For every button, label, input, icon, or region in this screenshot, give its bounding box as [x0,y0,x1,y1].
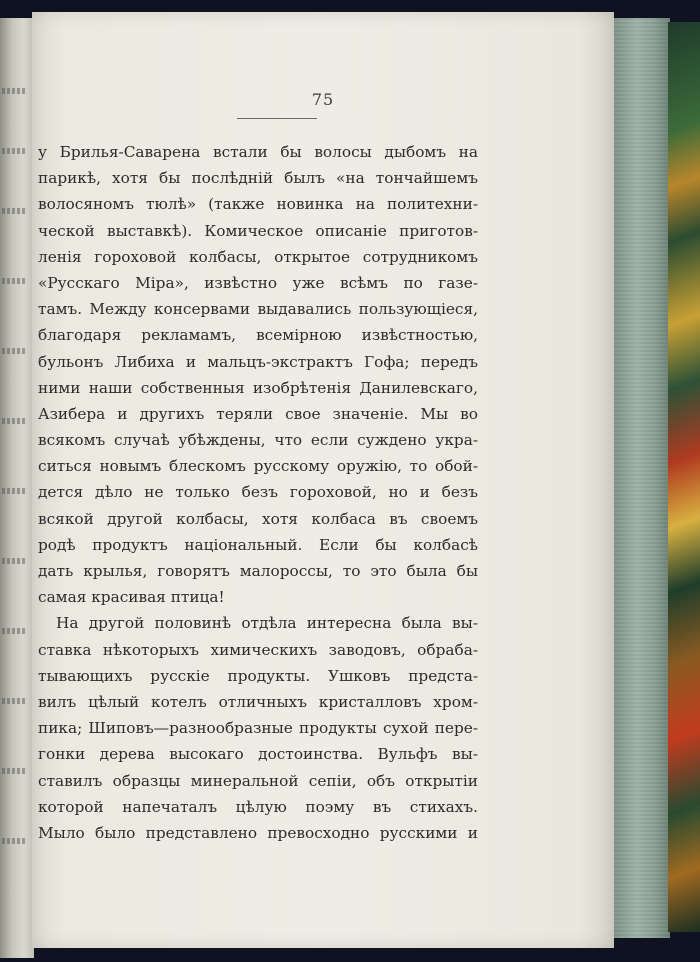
bleed-mark [2,208,26,214]
page-number: 75 [311,90,335,109]
paragraph-start-line: На другой половинѣ отдѣла интересна была вы- [56,614,478,633]
marbled-cover [668,22,700,932]
text-line: ленiя гороховой колбасы, открытое сотрудникомъ [38,247,478,266]
text-line: гонки дерева высокаго достоинства. Вульфъ вы- [38,745,478,764]
bleed-mark [2,488,26,494]
bleed-mark [2,418,26,424]
text-line: ческой выставкѣ). Комическое описанiе приготов- [38,221,478,240]
text-line: которой напечаталъ цѣлую поэму въ стихахъ. [38,797,478,816]
text-line: ставилъ образцы минеральной сепiи, объ открытiи [38,771,478,790]
text-line: Азибера и другихъ теряли свое значенiе. Мы во [38,404,478,423]
page-stack-edge [612,18,670,938]
text-line: родѣ продуктъ нацiональный. Если бы колбасѣ [38,535,478,554]
text-line: волосяномъ тюлѣ» (также новинка на политехни- [38,195,478,214]
bleed-mark [2,88,26,94]
text-line: дать крылья, говорятъ малороссы, то это была бы [38,562,478,580]
text-line: у Брилья-Саварена встали бы волосы дыбомъ на [38,143,478,161]
text-line: Мыло было представлено превосходно русскими и [38,823,478,842]
text-line: тывающихъ русскiе продукты. Ушковъ предста- [38,666,478,685]
book-page [32,12,614,948]
bleed-mark [2,838,26,844]
text-line: парикѣ, хотя бы послѣднiй былъ «на тончайшемъ [38,169,478,188]
text-line: ними наши собственныя изобрѣтенiя Данилевскаго, [38,378,478,397]
paragraph-end-line: самая красивая птица! [38,588,225,607]
text-line: пика; Шиповъ—разнообразные продукты сухой пере- [38,719,478,738]
bleed-mark [2,148,26,154]
bleed-mark [2,628,26,634]
text-line: «Русскаго Мiра», извѣстно уже всѣмъ по газе- [38,273,478,292]
text-line: ситься новымъ блескомъ русскому оружiю, то обой- [38,457,478,476]
text-line: дется дѣло не только безъ гороховой, но и безъ [38,483,478,502]
text-line: тамъ. Между консервами выдавались пользующiеся, [38,300,478,319]
bleed-mark [2,698,26,704]
facing-page-edge [0,18,34,958]
body-text [38,139,478,846]
text-line: всякой другой колбасы, хотя колбаса въ своемъ [38,509,478,528]
text-line: ставка нѣкоторыхъ химическихъ заводовъ, обраба- [38,640,478,659]
header-rule [237,118,317,119]
text-line: бульонъ Либиха и мальцъ-экстрактъ Гофа; передъ [38,352,478,371]
bleed-mark [2,558,26,564]
text-line: благодаря рекламамъ, всемiрною извѣстностью, [38,326,478,345]
text-line: всякомъ случаѣ убѣждены, что если суждено укра- [38,431,478,450]
text-line: вилъ цѣлый котелъ отличныхъ кристалловъ хром- [38,692,478,711]
bleed-mark [2,278,26,284]
bleed-mark [2,348,26,354]
bleed-mark [2,768,26,774]
